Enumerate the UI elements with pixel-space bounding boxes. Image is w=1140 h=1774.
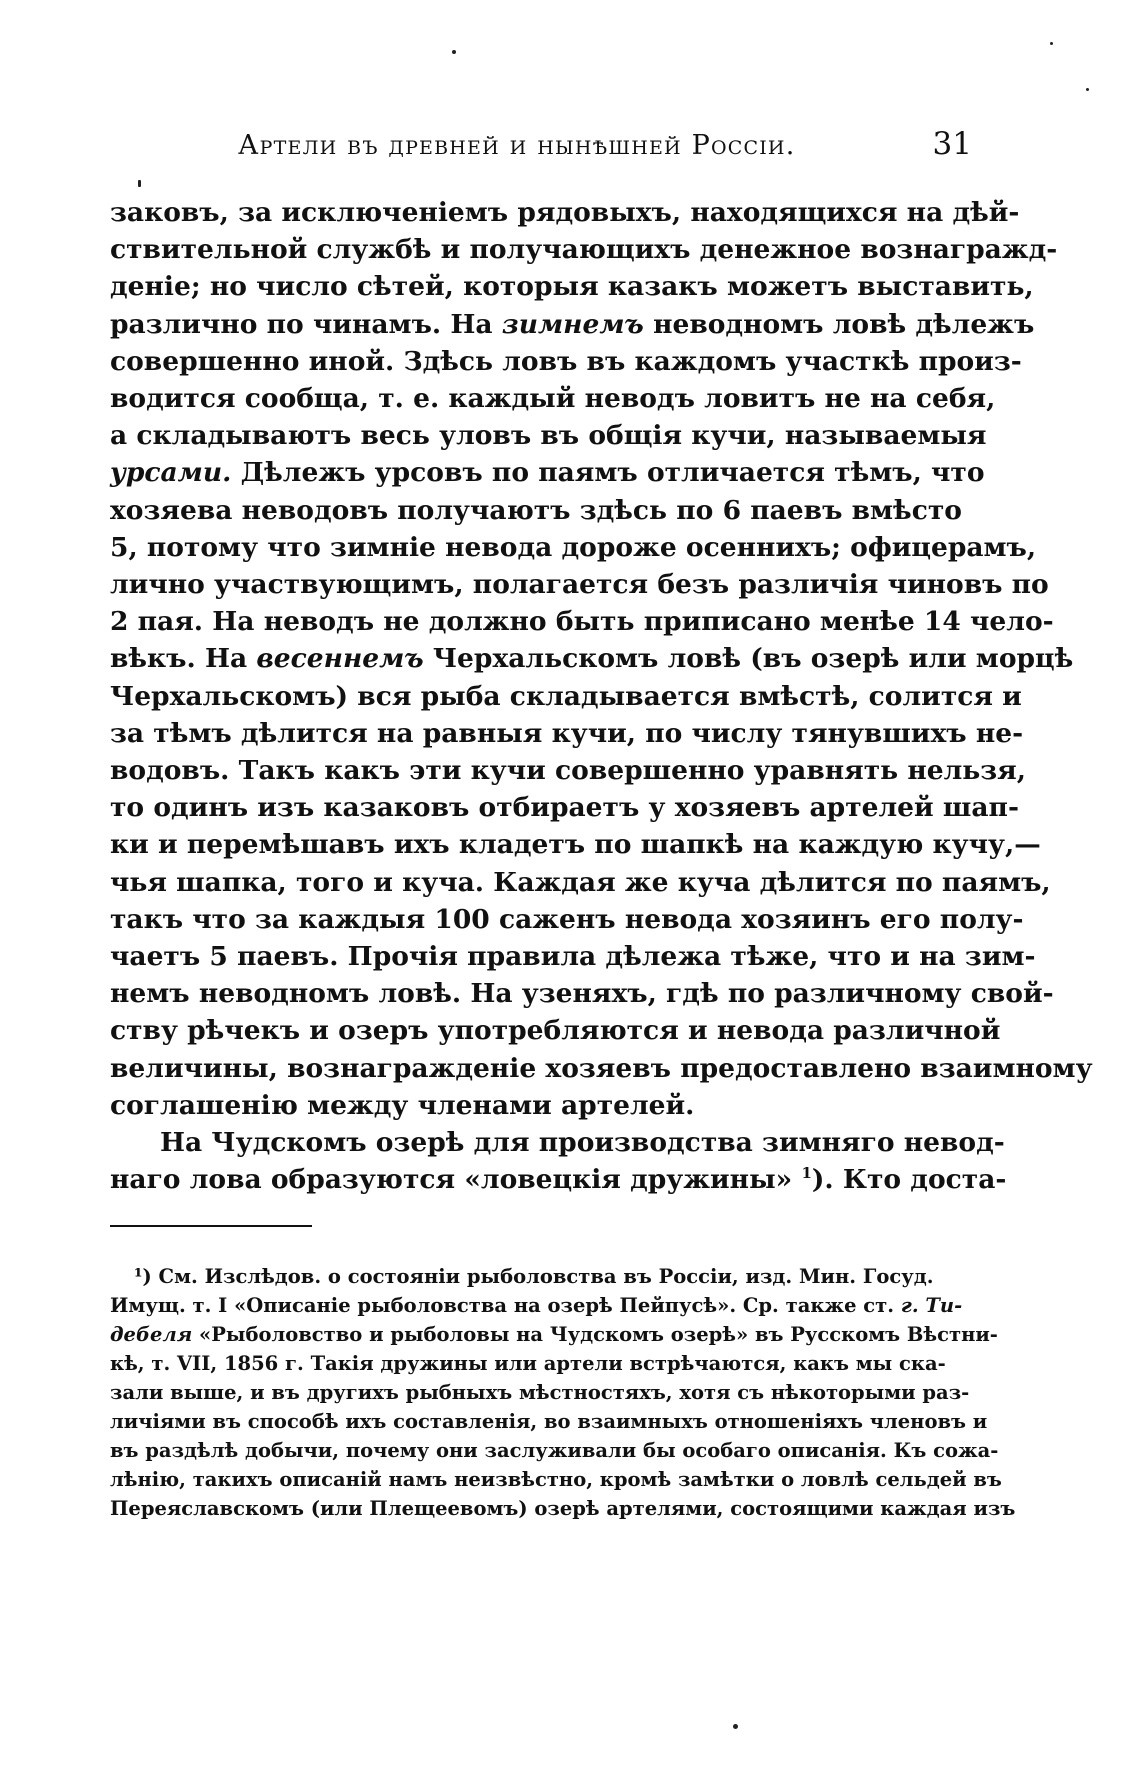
body-text <box>110 194 1093 1198</box>
footnote-line <box>110 1291 963 1320</box>
italic-term: дебеля <box>110 1323 193 1346</box>
text-line: ки и перемѣшавъ ихъ кладетъ по шапкѣ на каждую кучу,— <box>110 829 1041 861</box>
footnote-line: лѣнію, такихъ описаній намъ неизвѣстно, кромѣ замѣтки о ловлѣ сельдей въ <box>110 1468 1002 1491</box>
text-fragment: Имущ. т. I «Описаніе рыболовства на озерѣ Пейпусѣ». Ср. также ст. <box>110 1294 895 1317</box>
text-fragment: Черхальскомъ ловѣ (въ озерѣ или морцѣ <box>432 643 1074 675</box>
text-line: чаетъ 5 паевъ. Прочія правила дѣлежа тѣже, что и на зим- <box>110 941 1036 973</box>
text-line: 5, потому что зимніе невода дороже осеннихъ; офицерамъ, <box>110 531 1037 563</box>
text-line <box>110 454 985 491</box>
text-line: На Чудскомъ озерѣ для производства зимняго невод- <box>160 1127 1005 1159</box>
ink-speck <box>1086 88 1089 91</box>
page-header <box>238 126 972 170</box>
italic-term: зимнемъ <box>501 308 644 340</box>
footnote-line: ¹) См. Изслѣдов. о состояніи рыболовства въ Россіи, изд. Мин. Госуд. <box>134 1265 934 1288</box>
footnote-line <box>110 1320 998 1349</box>
text-line: совершенно иной. Здѣсь ловъ въ каждомъ участкѣ произ- <box>110 345 1022 377</box>
text-fragment: ). Кто доста- <box>811 1164 1007 1196</box>
footnote-line: Переяславскомъ (или Плещеевомъ) озерѣ артелями, состоящими каждая изъ <box>110 1497 1016 1520</box>
ink-speck <box>733 1724 738 1729</box>
italic-term: весеннемъ <box>256 643 424 675</box>
text-line: за тѣмъ дѣлится на равныя кучи, по числу тянувшихъ не- <box>110 717 1024 749</box>
text-fragment: наго лова образуются «ловецкія дружины» <box>110 1164 793 1196</box>
ink-speck <box>1050 42 1053 45</box>
text-line: водовъ. Такъ какъ эти кучи совершенно уравнять нельзя, <box>110 755 1026 787</box>
footnote-divider <box>110 1225 312 1227</box>
text-line: ству рѣчекъ и озеръ употребляются и невода различной <box>110 1015 1001 1047</box>
running-head: Артели въ древней и нынѣшней Россіи. <box>238 130 796 161</box>
footnote-line: зали выше, и въ другихъ рыбныхъ мѣстностяхъ, хотя съ нѣкоторыми раз- <box>110 1381 970 1404</box>
text-line: чья шапка, того и куча. Каждая же куча дѣлится по паямъ, <box>110 866 1051 898</box>
ink-speck <box>452 50 456 54</box>
text-line: Черхальскомъ) вся рыба складывается вмѣстѣ, солится и <box>110 680 1022 712</box>
text-line: деніе; но число сѣтей, которыя казакъ можетъ выставить, <box>110 271 1034 303</box>
text-line: 2 пая. На неводъ не должно быть приписано менѣе 14 чело- <box>110 606 1054 638</box>
footnote-line: личіями въ способѣ ихъ составленія, во взаимныхъ отношеніяхъ членовъ и <box>110 1410 988 1433</box>
footnote-line: кѣ, т. VII, 1856 г. Такія дружины или артели встрѣчаются, какъ мы ска- <box>110 1352 946 1375</box>
text-line: ствительной службѣ и получающихъ денежное вознагражд- <box>110 234 1058 266</box>
text-fragment: различно по чинамъ. На <box>110 308 493 340</box>
footnote <box>110 1262 1016 1523</box>
text-line <box>110 306 1035 343</box>
text-line: немъ неводномъ ловѣ. На узеняхъ, гдѣ по различному свой- <box>110 978 1054 1010</box>
text-fragment: Дѣлежъ урсовъ по паямъ отличается тѣмъ, что <box>240 457 985 489</box>
text-fragment: «Рыболовство и рыболовы на Чудскомъ озерѣ» въ Русскомъ Вѣстни- <box>199 1323 998 1346</box>
text-line: такъ что за каждыя 100 саженъ невода хозяинъ его полу- <box>110 903 1024 935</box>
text-line: лично участвующимъ, полагается безъ различія чиновъ по <box>110 569 1049 601</box>
footnote-ref: 1 <box>801 1164 812 1183</box>
text-line: то одинъ изъ казаковъ отбираетъ у хозяевъ артелей шап- <box>110 792 1019 824</box>
italic-term: урсами. <box>110 457 232 489</box>
text-line: хозяева неводовъ получаютъ здѣсь по 6 паевъ вмѣсто <box>110 494 962 526</box>
footnote-line: въ раздѣлѣ добычи, почему они заслуживали бы особаго описанія. Къ сожа- <box>110 1439 999 1462</box>
text-fragment: неводномъ ловѣ дѣлежъ <box>653 308 1035 340</box>
page-number: 31 <box>932 126 972 162</box>
text-line <box>110 1161 1007 1198</box>
text-fragment: вѣкъ. На <box>110 643 248 675</box>
text-line: а складываютъ весь уловъ въ общія кучи, называемыя <box>110 420 987 452</box>
text-line <box>110 640 1074 677</box>
text-line: водится сообща, т. е. каждый неводъ ловитъ не на себя, <box>110 383 996 415</box>
ink-speck <box>138 180 141 187</box>
text-line: заковъ, за исключеніемъ рядовыхъ, находящихся на дѣй- <box>110 197 1020 228</box>
text-line: соглашенію между членами артелей. <box>110 1089 695 1121</box>
italic-term: г. Ти- <box>900 1294 963 1317</box>
text-line: величины, вознагражденіе хозяевъ предоставлено взаимному <box>110 1052 1093 1084</box>
